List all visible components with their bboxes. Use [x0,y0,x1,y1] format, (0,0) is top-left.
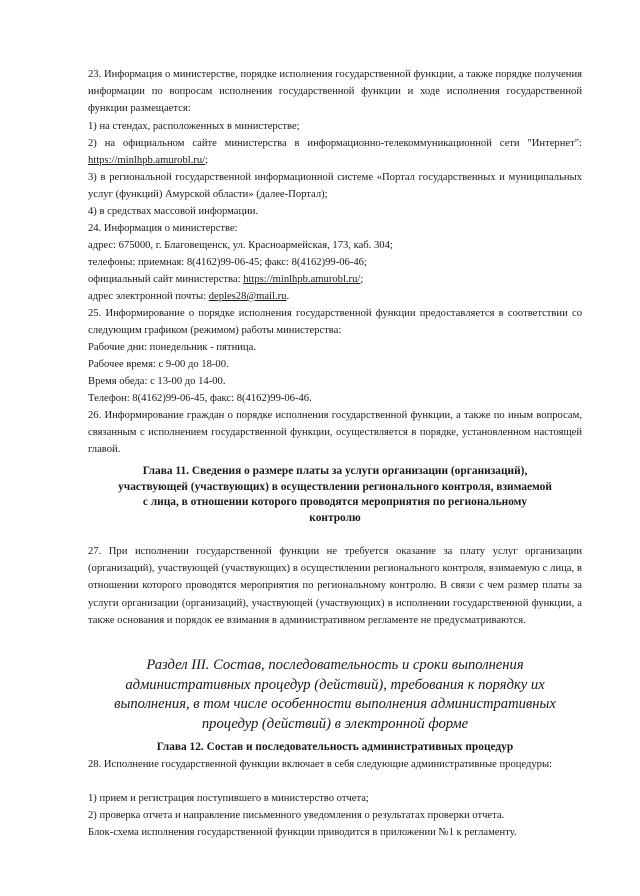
ministry-site-link-2[interactable]: https://minlhpb.amurobl.ru/ [243,274,361,285]
p23-item-3: 3) в региональной государственной информационной системе «Портал государственных и муниципальных услуг (функций) Амурской области» (далее-Портал); [88,172,582,201]
paragraph-26: 26. Информирование граждан о порядке исполнения государственной функции, а также по иным вопросам, связанным с исполнением государственной функции, осуществляется в порядке, установленном настоящей главой. [88,410,582,456]
ministry-site [88,271,363,288]
work-time: Рабочее время: с 9-00 до 18-00. [88,359,229,370]
ministry-address: адрес: 675000, г. Благовещенск, ул. Красноармейская, 173, каб. 304; [88,240,393,251]
chapter-11-heading [88,464,582,526]
email-tail: . [286,291,290,302]
p23-item-2-tail: ; [205,155,209,167]
ministry-site-link[interactable]: https://minlhpb.amurobl.ru/ [88,155,206,167]
p23-item-2-text: 2) на официальном сайте министерства в информационно-телекоммуникационной сети "Интернет": [88,138,582,149]
p28-item-1: 1) прием и регистрация поступившего в министерство отчета; [88,793,369,804]
paragraph-23: 23. Информация о министерстве, порядке исполнения государственной функции, а также порядке получения информации по вопросам исполнения государственной функции и ходе исполнения государственной функции размещается: [88,69,582,115]
section-3-line-2: административных процедур (действий), требования к порядку их [125,676,545,693]
p23-item-2 [88,135,582,169]
chapter-11-line-2: участвующей (участвующих) в осуществлении регионального контроля, взимаемой [118,480,552,493]
chapter-11-line-3: с лица, в отношении которого проводятся мероприятия по региональному [142,496,528,509]
chapter-11-line-4: контролю [309,511,361,524]
lunch-time: Время обеда: с 13-00 до 14-00. [88,376,226,387]
chapter-11-line-1: Глава 11. Сведения о размере платы за услуги организации (организаций), [142,465,528,477]
section-3-line-1: Раздел III. Состав, последовательность и сроки выполнения [146,657,524,673]
section-3-line-4: процедур (действий) в электронной форме [201,715,469,732]
chapter-12-heading: Глава 12. Состав и последовательность административных процедур [156,741,514,753]
paragraph-24-title: 24. Информация о министерстве: [88,223,238,234]
p28-item-2: 2) проверка отчета и направление письменного уведомления о результатах проверки отчета. [88,810,505,821]
paragraph-28: 28. Исполнение государственной функции включает в себя следующие административные процедуры: [88,759,553,770]
email-label: адрес электронной почты: [88,291,209,302]
flowchart-note: Блок-схема исполнения государственной функции приводится в приложении №1 к регламенту. [88,827,517,838]
ministry-phones: телефоны: приемная: 8(4162)99-06-45; факс: 8(4162)99-06-46; [88,257,367,268]
contact-phone: Телефон: 8(4162)99-06-45, факс: 8(4162)99-06-46. [88,393,312,404]
site-tail: ; [360,274,364,285]
paragraph-27: 27. При исполнении государственной функции не требуется оказание за плату услуг организации (организаций), участвующей (участвующих) в осуществлении регионального контроля, взимаемую с лица, в отношении которого проводятся мероприятия по региональному контролю. В связи с чем размер платы за услуги организации (организаций), участвующей (участвующих) в исполнении государственной функции, а также основания и порядок ее взимания в административном регламенте не предусматриваются. [88,546,582,626]
email-link[interactable]: deples28@mail.ru [208,291,287,302]
p23-item-1: 1) на стендах, расположенных в министерстве; [88,121,300,132]
work-days: Рабочие дни: понедельник - пятница. [88,342,256,353]
paragraph-25: 25. Информирование о порядке исполнения государственной функции предоставляется в соответствии со следующим графиком (режимом) работы министерства: [88,308,582,337]
section-3-heading [88,656,582,734]
site-label: официальный сайт министерства: [88,274,244,285]
section-3-line-3: выполнения, в том числе особенности выполнения административных [114,696,556,713]
ministry-email [88,288,289,305]
p23-item-4: 4) в средствах массовой информации. [88,206,259,217]
